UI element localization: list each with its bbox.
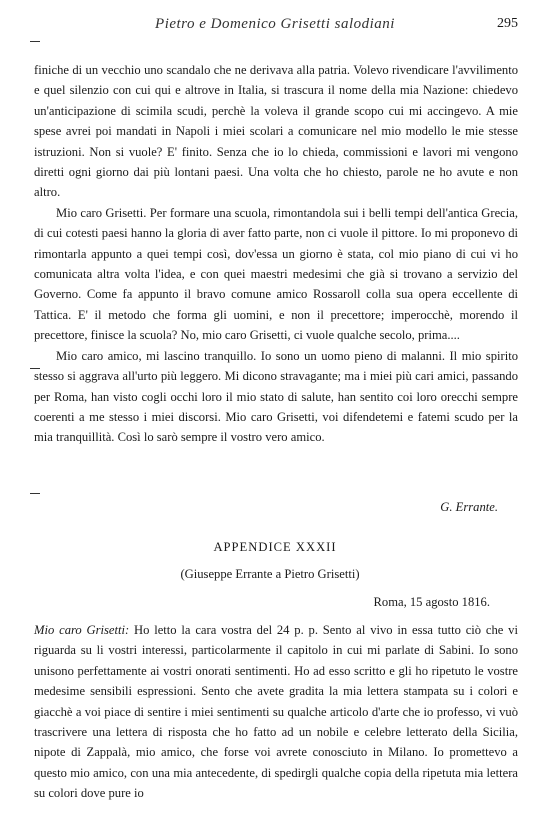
continuation-paragraph: finiche di un vecchio uno scandalo che ne derivava alla patria. Volevo rivendicare l'avvilimento e quel silenzio con cui qui e altrove in Italia, si trascura il nome della mia Nazione: chiedevo un'anticipazione di scimila scudi, perchè la voleva il grande scopo cui mi accingevo. A mie spese avrei poi mandati in Napoli i miei scolari a comunicare nel mio modello le mie stesse istruzioni. Non si vuole? E' finito. Senza che io lo chieda, commissioni e lavori mi vengono diretti ogni giorno dai più lontani paesi. Una volta che ho chiesto, parole ne ho avute e non altro. bbox=[34, 63, 518, 200]
running-header bbox=[0, 16, 550, 40]
signature: G. Errante. bbox=[440, 500, 498, 514]
page-number: 295 bbox=[497, 16, 518, 31]
paragraph: Mio caro amico, mi lascino tranquillo. Io sono un uomo pieno di malanni. Il mio spirito stesso si aggrava all'urto più leggero. Mi dicono stravagante; ma i miei più cari amici, passando per Roma, han visto cogli occhi loro il mio stato di salute, han sentito coi loro orecchi sempre coerenti a me stesso i miei discorsi. Mio caro Grisetti, voi difendetemi e fatemi scudo per la mia tranquillità. Così lo sarò sempre il vostro vero amico. bbox=[34, 348, 518, 445]
running-title: Pietro e Domenico Grisetti salodiani bbox=[155, 16, 395, 32]
appendix-letter-body bbox=[34, 620, 518, 804]
dateline: Roma, 15 agosto 1816. bbox=[373, 595, 490, 609]
appendix-subtitle: (Giuseppe Errante a Pietro Grisetti) bbox=[180, 567, 360, 581]
appendix-heading: APPENDICE XXXII bbox=[213, 540, 337, 554]
letter-text bbox=[34, 60, 518, 448]
salutation: Mio caro Grisetti: bbox=[34, 623, 130, 637]
margin-dash bbox=[30, 41, 40, 42]
margin-dash bbox=[30, 493, 40, 494]
appendix-letter bbox=[34, 620, 518, 804]
paragraph: Mio caro Grisetti. Per formare una scuola, rimontandola sui i belli tempi dell'antica Grecia, di cui cotesti paesi hanno la gloria di aver fatto parte, non ci vuole il pittore. Io mi proponevo di rimontarla appunto a quei tempi così, dov'essa un giorno è stata, col mio piano di cui vi ho comunicata altra volta l'idea, e con quei maestri medesimi che già si trovano a servizio del Governo. Come fa appunto il bravo comune amico Rossaroll colla sua opera eccellente di Tattica. E' il metodo che forma gli uomini, e non il precettore; imperocchè, morendo il precettore, finisce la scuola? No, mio caro Grisetti, ci vuole qualche secolo, prima.... bbox=[34, 205, 518, 343]
letter-body: Ho letto la cara vostra del 24 p. p. Sento al vivo in essa tutto ciò che vi riguarda su li vostri interessi, particolarmente il capitolo in cui mi parlate di Sabini. Io sono unisono perfettamente ai vostri onorati sentimenti. Ho ad esso scritto e gli ho ripetuto le vostre medesime sensibili espressioni. Sento che avete gradita la mia lettera stampata su i colori e giacchè a voi piace di sentire i miei sentimenti su qualche articolo d'arte che io professo, vi vuò trascrivere una lettera di risposta che ho fatto ad un nobile e celebre letterato della Sicilia, nipote di Zappalà, mio amico, che forse voi avrete conosciuto in Milano. Io promettevo a questo mio amico, con una mia antecedente, di spedirgli qualche copia della ripetuta mia lettera su colori dove pure io bbox=[34, 623, 518, 801]
